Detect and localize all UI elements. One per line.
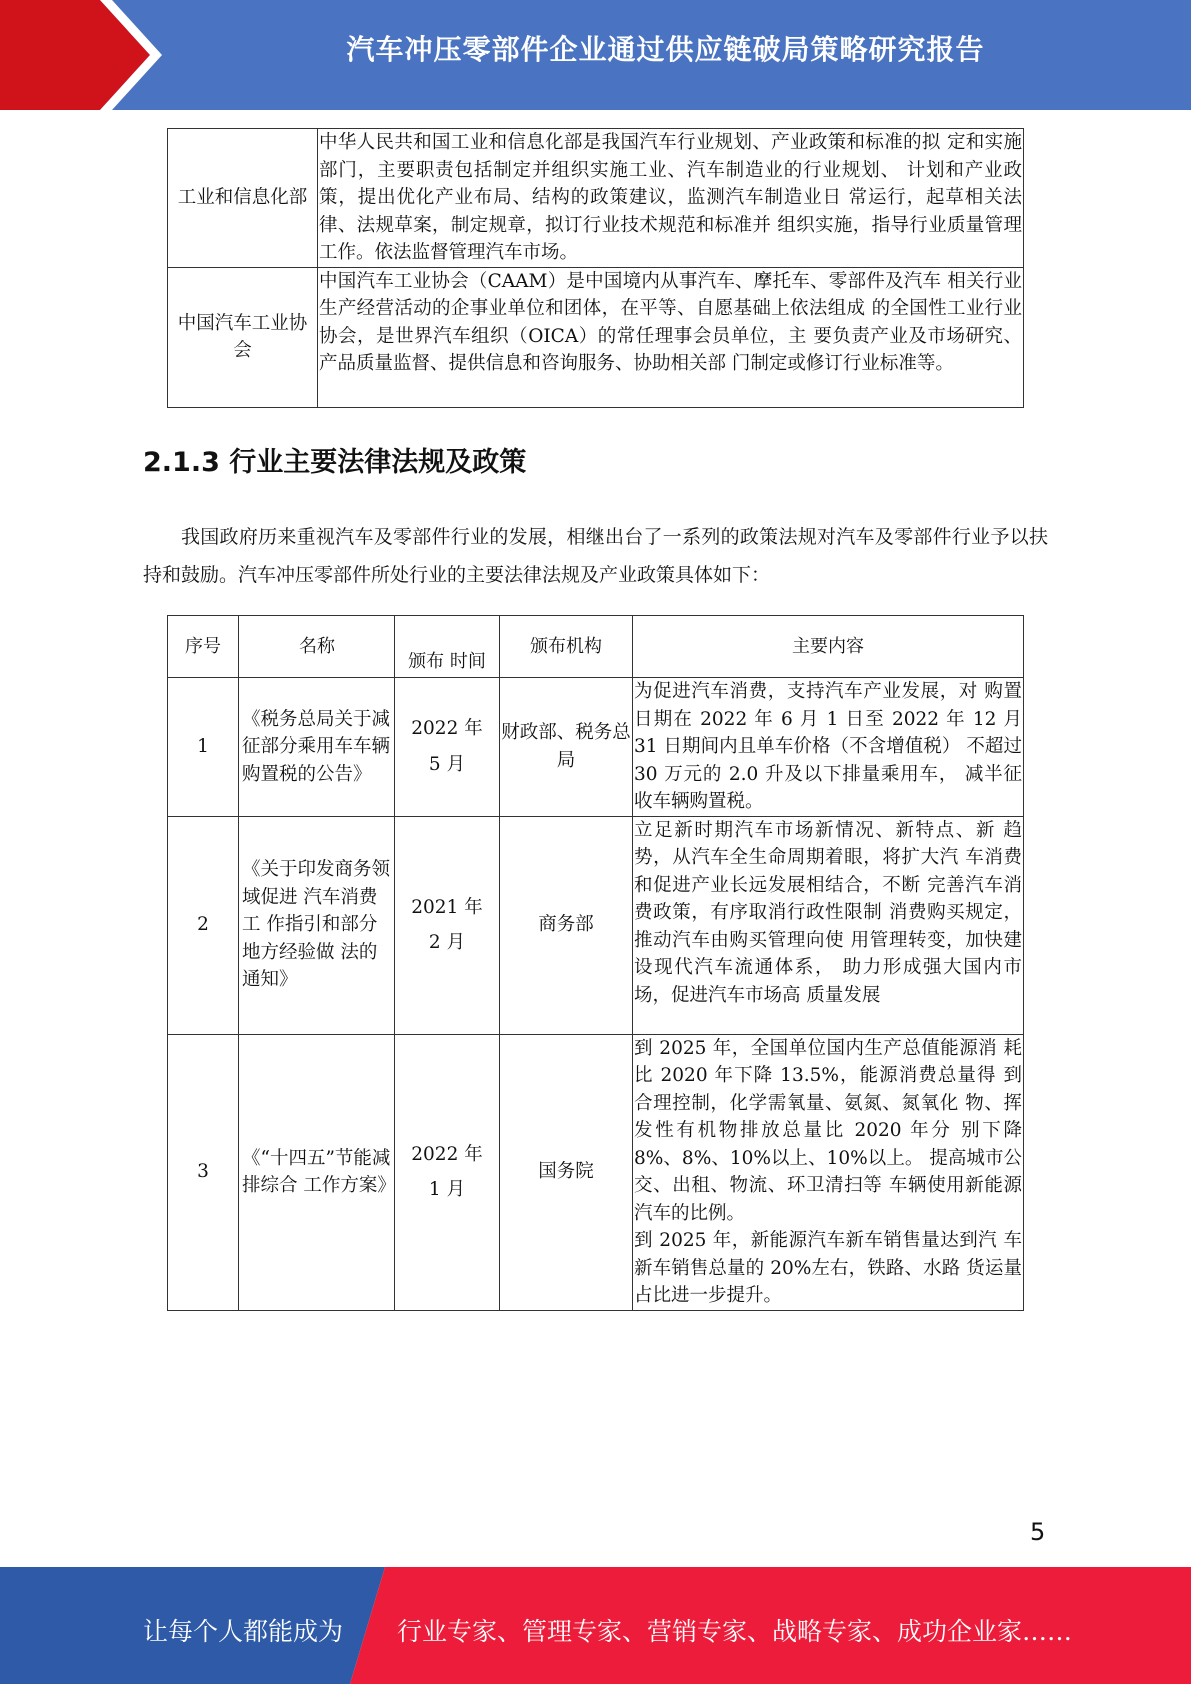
table-row <box>168 816 1024 1034</box>
policy-table <box>167 615 1024 1311</box>
row-content-part1: 到 2025 年，全国单位国内生产总值能源消 耗比 2020 年下降 13.5%，能源消费总量得 到合理控制，化学需氧量、氨氮、氮氧化 物、挥发性有机物排放总量比 2020 年分 别下降 8%、8%、10%以上、10%以上。 提高城市公交、出租、物流、环卫清扫等 车辆使用新能源汽车的比例。 <box>634 1037 1022 1224</box>
row-date-year: 2021 年 <box>411 896 483 918</box>
row-content-part2: 到 2025 年，新能源汽车新车销售量达到汽 车新车销售总量的 20%左右，铁路、水路 货运量占比进一步提升。 <box>634 1230 1022 1306</box>
row-no: 2 <box>168 816 239 1034</box>
row-date-month: 2 月 <box>428 932 466 953</box>
table-row <box>168 1034 1024 1310</box>
footer-slogan-right: 行业专家、管理专家、营销专家、战略专家、成功企业家…… <box>397 1617 1073 1646</box>
row-date-month: 1 月 <box>428 1179 466 1200</box>
page-footer <box>0 1567 1191 1684</box>
header-content: 主要内容 <box>633 616 1024 678</box>
header-no: 序号 <box>168 616 239 678</box>
page-number: 5 <box>1030 1518 1046 1546</box>
row-org: 财政部、税务总局 <box>500 678 633 817</box>
row-name: 《税务总局关于减征部分乘用车车辆购置税的公告》 <box>239 678 395 817</box>
page-header <box>0 0 1191 110</box>
row-content: 立足新时期汽车市场新情况、新特点、新 趋势，从汽车全生命周期着眼，将扩大汽 车消费和促进产业长远发展相结合，不断 完善汽车消费政策，有序取消行政性限制 消费购买规定，推动汽车由购买管理向使 用管理转变，加快建设现代汽车流通体系， 助力形成强大国内市场，促进汽车市场高 质量发展 <box>633 816 1024 1034</box>
header-title: 汽车冲压零部件企业通过供应链破局策略研究报告 <box>346 33 985 66</box>
row-date <box>395 816 500 1034</box>
org-name: 工业和信息化部 <box>168 129 318 268</box>
row-date-year: 2022 年 <box>411 718 483 740</box>
header-date: 颁布 时间 <box>395 616 500 678</box>
table-row <box>168 129 1024 268</box>
section-title: 2.1.3 行业主要法律法规及政策 <box>143 447 527 478</box>
table-row <box>168 678 1024 817</box>
row-date <box>395 678 500 817</box>
footer-slogan-left: 让每个人都能成为 <box>143 1617 344 1646</box>
row-date-year: 2022 年 <box>411 1143 483 1165</box>
row-no: 3 <box>168 1034 239 1310</box>
org-description: 中国汽车工业协会（CAAM）是中国境内从事汽车、摩托车、零部件及汽车 相关行业生产经营活动的企事业单位和团体，在平等、自愿基础上依法组成 的全国性工业行业协会，是世界汽车组织（OICA）的常任理事会员单位，主 要负责产业及市场研究、产品质量监督、提供信息和咨询服务、协助相关部 门制定或修订行业标准等。 <box>318 267 1024 407</box>
table-header-row <box>168 616 1024 678</box>
org-description: 中华人民共和国工业和信息化部是我国汽车行业规划、产业政策和标准的拟 定和实施部门，主要职责包括制定并组织实施工业、汽车制造业的行业规划、 计划和产业政策，提出优化产业布局、结构的政策建议，监测汽车制造业日 常运行，起草相关法律、法规草案，制定规章，拟订行业技术规范和标准并 组织实施，指导行业质量管理工作。依法监督管理汽车市场。 <box>318 129 1024 268</box>
header-org: 颁布机构 <box>500 616 633 678</box>
row-name: 《“十四五”节能减排综合 工作方案》 <box>239 1034 395 1310</box>
row-no: 1 <box>168 678 239 817</box>
row-content: 为促进汽车消费，支持汽车产业发展，对 购置日期在 2022 年 6 月 1 日至 2022 年 12 月 31 日期间内且单车价格（不含增值税） 不超过 30 万元的 2.0 升及以下排量乘用车， 减半征收车辆购置税。 <box>633 678 1024 817</box>
row-org: 商务部 <box>500 816 633 1034</box>
header-name: 名称 <box>239 616 395 678</box>
row-date-month: 5 月 <box>428 753 466 775</box>
table-row <box>168 267 1024 407</box>
intro-paragraph: 我国政府历来重视汽车及零部件行业的发展，相继出台了一系列的政策法规对汽车及零部件行业予以扶持和鼓励。汽车冲压零部件所处行业的主要法律法规及产业政策具体如下： <box>143 526 1048 586</box>
row-date <box>395 1034 500 1310</box>
row-org: 国务院 <box>500 1034 633 1310</box>
org-name: 中国汽车工业协会 <box>168 267 318 407</box>
organization-table <box>167 128 1024 408</box>
row-name: 《关于印发商务领域促进 汽车消费工 作指引和部分 地方经验做 法的通知》 <box>239 816 395 1034</box>
row-content <box>633 1034 1024 1310</box>
